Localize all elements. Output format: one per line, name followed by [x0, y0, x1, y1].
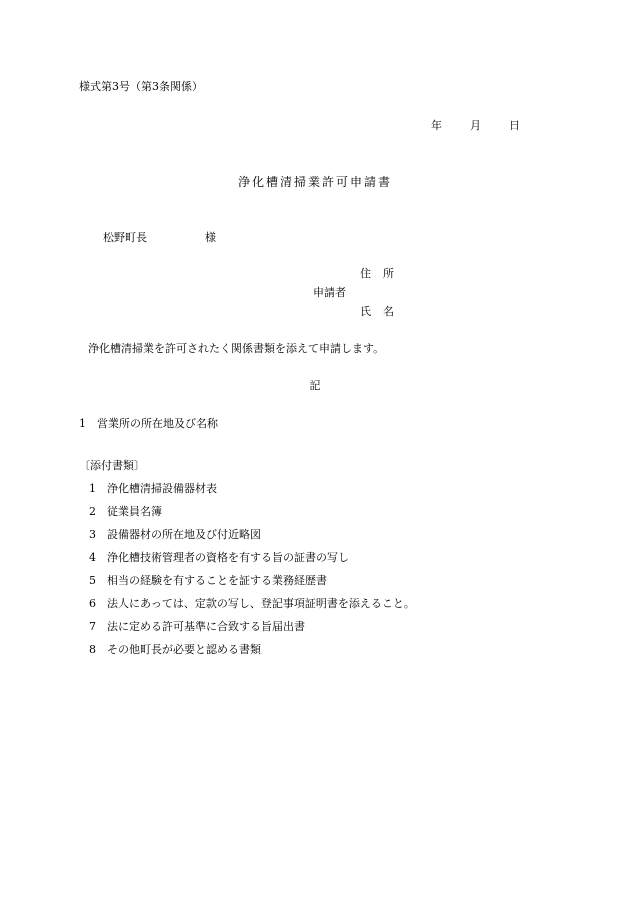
attachment-number: 6	[89, 597, 96, 610]
address-label-second: 所	[383, 267, 394, 280]
list-item	[89, 598, 415, 621]
attachment-text: 法に定める許可基準に合致する旨届出書	[107, 620, 305, 633]
request-statement: 浄化槽清掃業を許可されたく関係書類を添えて申請します。	[88, 342, 385, 355]
addressee-honorific: 様	[205, 231, 216, 244]
date-year-label: 年	[431, 119, 442, 132]
item-text: 営業所の所在地及び名称	[97, 417, 218, 430]
addressee-name: 松野町長	[103, 231, 147, 244]
document-title: 浄化槽清掃業許可申請書	[237, 175, 392, 189]
attachment-number: 4	[89, 551, 96, 564]
attachment-number: 8	[89, 643, 96, 656]
list-item	[89, 644, 415, 667]
list-item	[89, 529, 415, 552]
attachment-number: 2	[89, 505, 96, 518]
address-label-first: 住	[360, 267, 371, 280]
attachment-text: 浄化槽清掃設備器材表	[107, 482, 217, 495]
applicant-label: 申請者	[313, 286, 346, 299]
attachment-text: 相当の経験を有することを証する業務経歴書	[107, 574, 327, 587]
date-line	[431, 120, 520, 131]
attachment-number: 1	[89, 482, 96, 495]
name-label-second: 名	[383, 305, 394, 318]
item-number: 1	[79, 417, 86, 430]
attachment-text: その他町長が必要と認める書類	[107, 643, 261, 656]
attachment-text: 設備器材の所在地及び付近略図	[107, 528, 261, 541]
name-label-first: 氏	[360, 305, 371, 318]
attachment-number: 5	[89, 574, 96, 587]
name-label	[360, 306, 394, 317]
list-item	[89, 621, 415, 644]
attachment-number: 3	[89, 528, 96, 541]
addressee	[103, 232, 216, 243]
attachment-number: 7	[89, 620, 96, 633]
attachments-heading: 〔添付書類〕	[79, 459, 145, 472]
list-item	[89, 552, 415, 575]
list-item	[89, 575, 415, 598]
ki-heading: 記	[309, 379, 321, 392]
form-number-label: 様式第3号（第3条関係）	[79, 80, 203, 93]
date-month-label: 月	[470, 119, 481, 132]
attachment-text: 浄化槽技術管理者の資格を有する旨の証書の写し	[107, 551, 349, 564]
attachment-text: 法人にあっては、定款の写し、登記事項証明書を添えること。	[107, 597, 415, 610]
list-item	[89, 483, 415, 506]
attachment-text: 従業員名簿	[107, 505, 162, 518]
list-item	[89, 506, 415, 529]
date-day-label: 日	[509, 119, 520, 132]
business-office-item	[79, 418, 218, 429]
address-label	[360, 268, 394, 279]
attachments-list	[89, 483, 415, 667]
